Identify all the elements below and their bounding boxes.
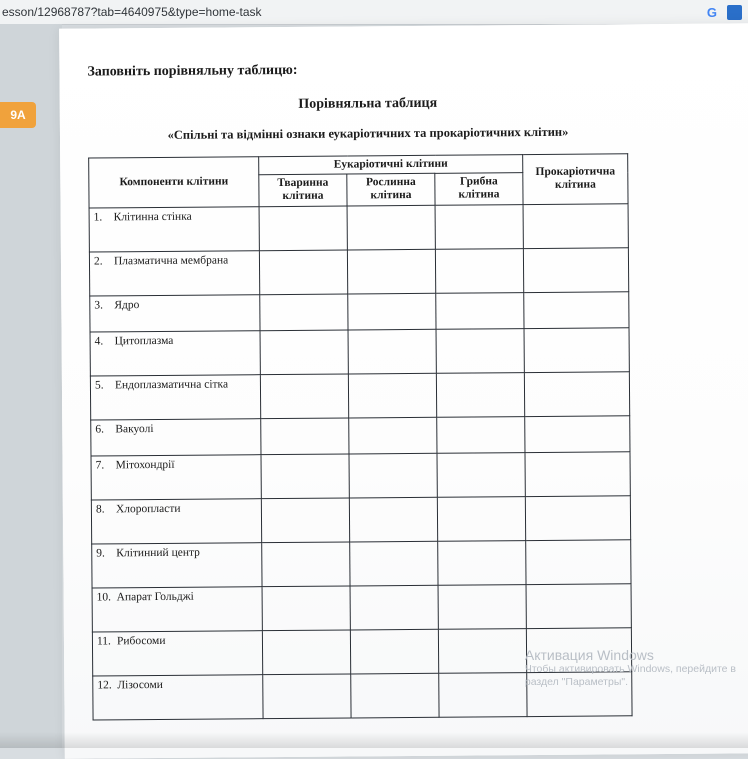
table-row xyxy=(91,415,630,455)
page-title: Порівняльна таблиця xyxy=(298,95,438,112)
cell-6-animal[interactable] xyxy=(261,418,349,455)
header-components: Компоненти клітини xyxy=(89,157,259,208)
cell-4-plant[interactable] xyxy=(348,329,436,374)
cell-5-animal[interactable] xyxy=(260,374,348,419)
cell-8-animal[interactable] xyxy=(261,498,349,543)
header-eukaryotic-group: Еукаріотичні клітини xyxy=(259,155,523,175)
browser-toolbar-right xyxy=(707,0,742,24)
google-icon[interactable]: G xyxy=(706,4,717,20)
header-fungal-cell: Грибна клітина xyxy=(435,173,523,205)
extension-icon[interactable] xyxy=(727,5,742,20)
cell-5-fungal[interactable] xyxy=(436,372,524,417)
table-body xyxy=(89,203,632,719)
cell-3-bacterial[interactable] xyxy=(524,291,629,328)
cell-4-bacterial[interactable] xyxy=(524,327,629,372)
row-label-1: 1. Клітинна стінка xyxy=(89,206,259,251)
cell-10-plant[interactable] xyxy=(350,585,438,630)
table-row xyxy=(89,203,628,251)
table-row xyxy=(92,583,631,631)
cell-12-fungal[interactable] xyxy=(439,672,527,717)
cell-9-bacterial[interactable] xyxy=(526,539,631,584)
cell-7-fungal[interactable] xyxy=(437,452,525,497)
header-prokaryotic-group: Прокаріотична клітина xyxy=(523,154,628,204)
cell-7-animal[interactable] xyxy=(261,454,349,499)
cell-1-animal[interactable] xyxy=(259,206,347,251)
table-row xyxy=(91,495,630,543)
row-label-10: 10. Апарат Гольджі xyxy=(92,586,262,631)
cell-8-plant[interactable] xyxy=(349,497,437,542)
cell-5-plant[interactable] xyxy=(348,373,436,418)
row-label-3: 3. Ядро xyxy=(90,294,260,331)
cell-1-plant[interactable] xyxy=(347,205,435,250)
table-row xyxy=(92,539,631,587)
cell-6-plant[interactable] xyxy=(349,417,437,454)
table-row xyxy=(91,451,630,499)
cell-4-animal[interactable] xyxy=(260,330,348,375)
cell-9-plant[interactable] xyxy=(350,541,438,586)
cell-6-fungal[interactable] xyxy=(437,416,525,453)
cell-9-fungal[interactable] xyxy=(438,540,526,585)
task-instruction: Заповніть порівняльну таблицю: xyxy=(87,62,298,80)
row-label-5: 5. Ендоплазматична сітка xyxy=(90,374,260,419)
cell-5-bacterial[interactable] xyxy=(524,371,629,416)
cell-8-fungal[interactable] xyxy=(437,496,525,541)
cell-8-bacterial[interactable] xyxy=(525,495,630,540)
comparison-table xyxy=(88,153,632,720)
table-row xyxy=(90,371,629,419)
watermark-line-3: раздел "Параметры". xyxy=(524,676,629,689)
cell-11-bacterial[interactable] xyxy=(526,627,631,672)
cell-10-fungal[interactable] xyxy=(438,584,526,629)
table-row xyxy=(93,671,632,719)
row-label-4: 4. Цитоплазма xyxy=(90,330,260,375)
row-label-6: 6. Вакуолі xyxy=(91,418,261,455)
cell-4-fungal[interactable] xyxy=(436,328,524,373)
row-label-2: 2. Плазматична мембрана xyxy=(89,250,259,295)
cell-2-plant[interactable] xyxy=(347,249,435,294)
document-subtitle: «Спільні та відмінні ознаки еукаріотичних та прокаріотичних клітин» xyxy=(167,124,569,142)
row-label-12: 12. Лізосоми xyxy=(93,674,263,719)
row-label-11: 11. Рибосоми xyxy=(92,630,262,675)
table-row xyxy=(90,327,629,375)
class-badge[interactable]: 9А xyxy=(0,102,36,128)
cell-1-fungal[interactable] xyxy=(435,204,523,249)
table-row xyxy=(90,291,629,331)
cell-9-animal[interactable] xyxy=(262,542,350,587)
cell-1-bacterial[interactable] xyxy=(523,203,628,248)
row-label-9: 9. Клітинний центр xyxy=(92,542,262,587)
cell-10-animal[interactable] xyxy=(262,586,350,631)
cell-10-bacterial[interactable] xyxy=(526,583,631,628)
cell-12-animal[interactable] xyxy=(263,674,351,719)
watermark-title: Активация Windows xyxy=(524,646,654,663)
header-plant-cell: Рослинна клітина xyxy=(347,174,435,206)
cell-3-plant[interactable] xyxy=(348,293,436,330)
left-sidebar xyxy=(0,24,62,748)
row-label-8: 8. Хлоропласти xyxy=(91,498,261,543)
row-label-7: 7. Мітохондрії xyxy=(91,454,261,499)
table-header-row-groups xyxy=(89,154,628,176)
address-bar-url[interactable]: esson/12968787?tab=4640975&type=home-task xyxy=(2,5,262,19)
header-animal-cell: Тваринна клітина xyxy=(259,174,347,206)
table-row xyxy=(92,627,631,675)
table-row xyxy=(89,247,628,295)
cell-11-plant[interactable] xyxy=(350,629,438,674)
cell-2-animal[interactable] xyxy=(259,250,347,295)
cell-12-plant[interactable] xyxy=(351,673,439,718)
worksheet-page xyxy=(59,23,748,758)
cell-2-bacterial[interactable] xyxy=(523,247,628,292)
watermark-line-2: Чтобы активировать Windows, перейдите в xyxy=(524,662,736,675)
cell-11-fungal[interactable] xyxy=(438,628,526,673)
cell-7-plant[interactable] xyxy=(349,453,437,498)
cell-2-fungal[interactable] xyxy=(435,248,523,293)
cell-3-animal[interactable] xyxy=(260,294,348,331)
table-head xyxy=(89,154,628,208)
browser-toolbar xyxy=(0,0,748,25)
cell-3-fungal[interactable] xyxy=(436,292,524,329)
document-body xyxy=(87,60,652,720)
cell-12-bacterial[interactable] xyxy=(527,671,632,716)
cell-7-bacterial[interactable] xyxy=(525,451,630,496)
cell-6-bacterial[interactable] xyxy=(525,415,630,452)
cell-11-animal[interactable] xyxy=(262,630,350,675)
